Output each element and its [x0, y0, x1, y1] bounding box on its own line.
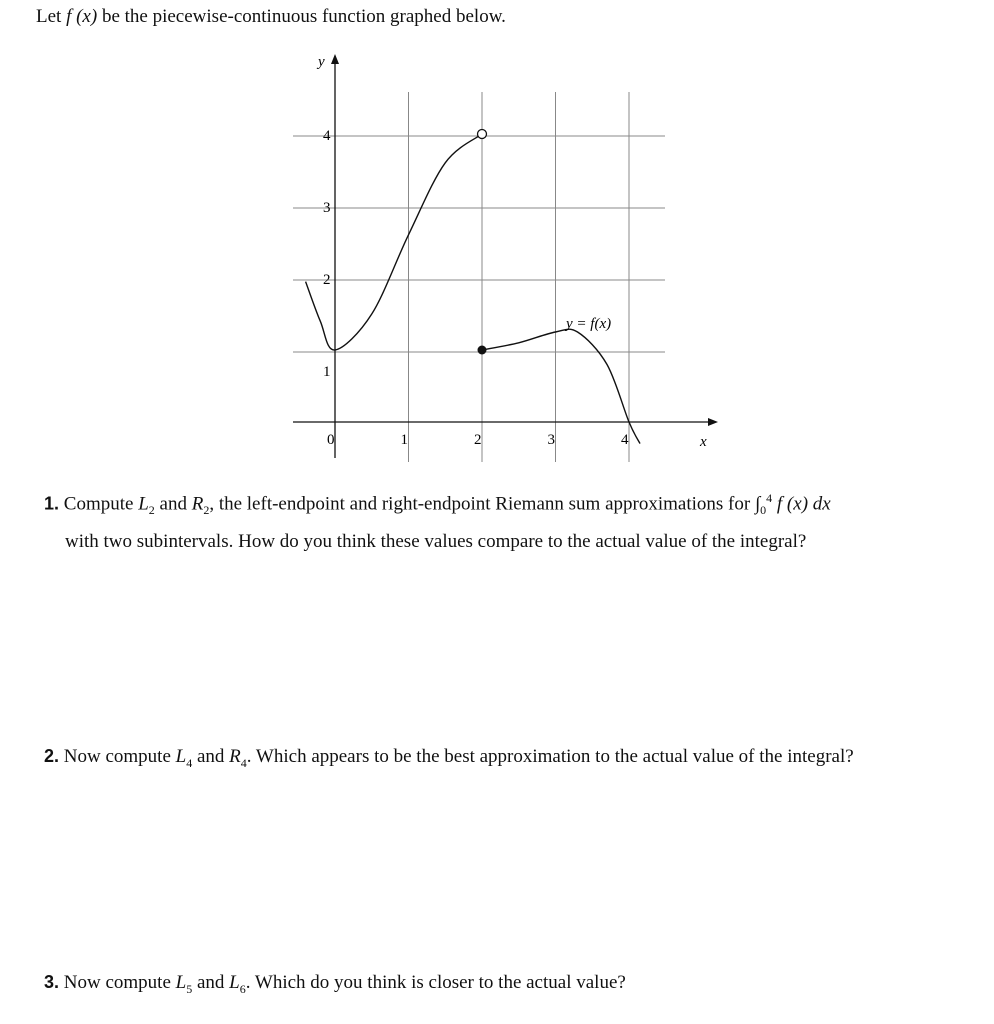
intro-fname: f [66, 6, 72, 27]
integral-sign: ∫ [754, 493, 761, 515]
question-2-R-sub: 4 [240, 755, 247, 770]
question-3-L6: L [229, 972, 240, 993]
question-3-L5: L [175, 972, 187, 993]
open-endpoint [478, 130, 487, 139]
integral-upper: 4 [766, 491, 773, 505]
function-graph [0, 0, 994, 470]
x-tick-label: 3 [547, 432, 555, 448]
question-1-R: R [191, 493, 204, 515]
tick-labels [323, 128, 629, 448]
question-2-R: R [229, 746, 241, 767]
y-tick-label: 2 [323, 272, 331, 288]
question-3-L5-sub: 5 [186, 981, 193, 996]
question-1-text-a: Compute [63, 493, 134, 515]
y-tick-label: 4 [323, 128, 331, 144]
closed-endpoint [478, 346, 487, 355]
question-1-line-2: with two subintervals. How do you think these values compare to the actual value of the integral? [65, 531, 807, 553]
y-axis-label: y [318, 54, 325, 70]
question-3-text-c: . Which do you think is closer to the actual value? [245, 972, 626, 993]
question-1-L-sub: 2 [148, 503, 155, 518]
curve-label: y = f(x) [566, 316, 612, 332]
question-2 [44, 741, 854, 779]
x-tick-label: 4 [621, 432, 629, 448]
y-tick-label: 3 [323, 200, 331, 216]
y-tick-label: 1 [323, 364, 331, 380]
question-2-text-b: and [196, 746, 225, 767]
question-1 [44, 483, 979, 557]
integrand: f (x) dx [776, 493, 831, 515]
x-tick-label: 2 [474, 432, 482, 448]
y-axis-arrow [331, 54, 339, 64]
x-axis-label: x [700, 434, 707, 450]
question-3-number: 3. [44, 972, 60, 992]
x-axis-arrow [708, 418, 718, 426]
integral-lower: 0 [760, 503, 767, 518]
question-2-text-c: . Which appears to be the best approximation to the actual value of the integral? [246, 746, 854, 767]
question-2-L: L [175, 746, 187, 767]
question-1-text-b: and [159, 493, 187, 515]
x-tick-label: 1 [400, 432, 408, 448]
question-3-L6-sub: 6 [239, 981, 246, 996]
axes [293, 54, 718, 458]
question-3 [44, 967, 626, 1005]
grid-lines [293, 92, 665, 462]
question-1-line-1 [44, 483, 979, 526]
curve-piece-1 [306, 134, 482, 350]
intro-farg: (x) [76, 6, 98, 27]
x-tick-label: 0 [327, 432, 335, 448]
question-2-L-sub: 4 [186, 755, 193, 770]
question-1-L: L [138, 493, 149, 515]
curves [306, 130, 640, 444]
question-1-text-c: , the left-endpoint and right-endpoint Riemann sum approximations for [209, 493, 751, 515]
question-2-number: 2. [44, 746, 60, 766]
intro-suffix: be the piecewise-continuous function graphed below. [101, 6, 506, 27]
question-1-R-sub: 2 [203, 503, 210, 518]
question-3-text-a: Now compute [63, 972, 171, 993]
question-1-number: 1. [44, 493, 60, 514]
intro-prefix: Let [36, 6, 62, 27]
question-3-text-b: and [196, 972, 225, 993]
curve-piece-2 [482, 329, 640, 443]
question-2-text-a: Now compute [63, 746, 171, 767]
